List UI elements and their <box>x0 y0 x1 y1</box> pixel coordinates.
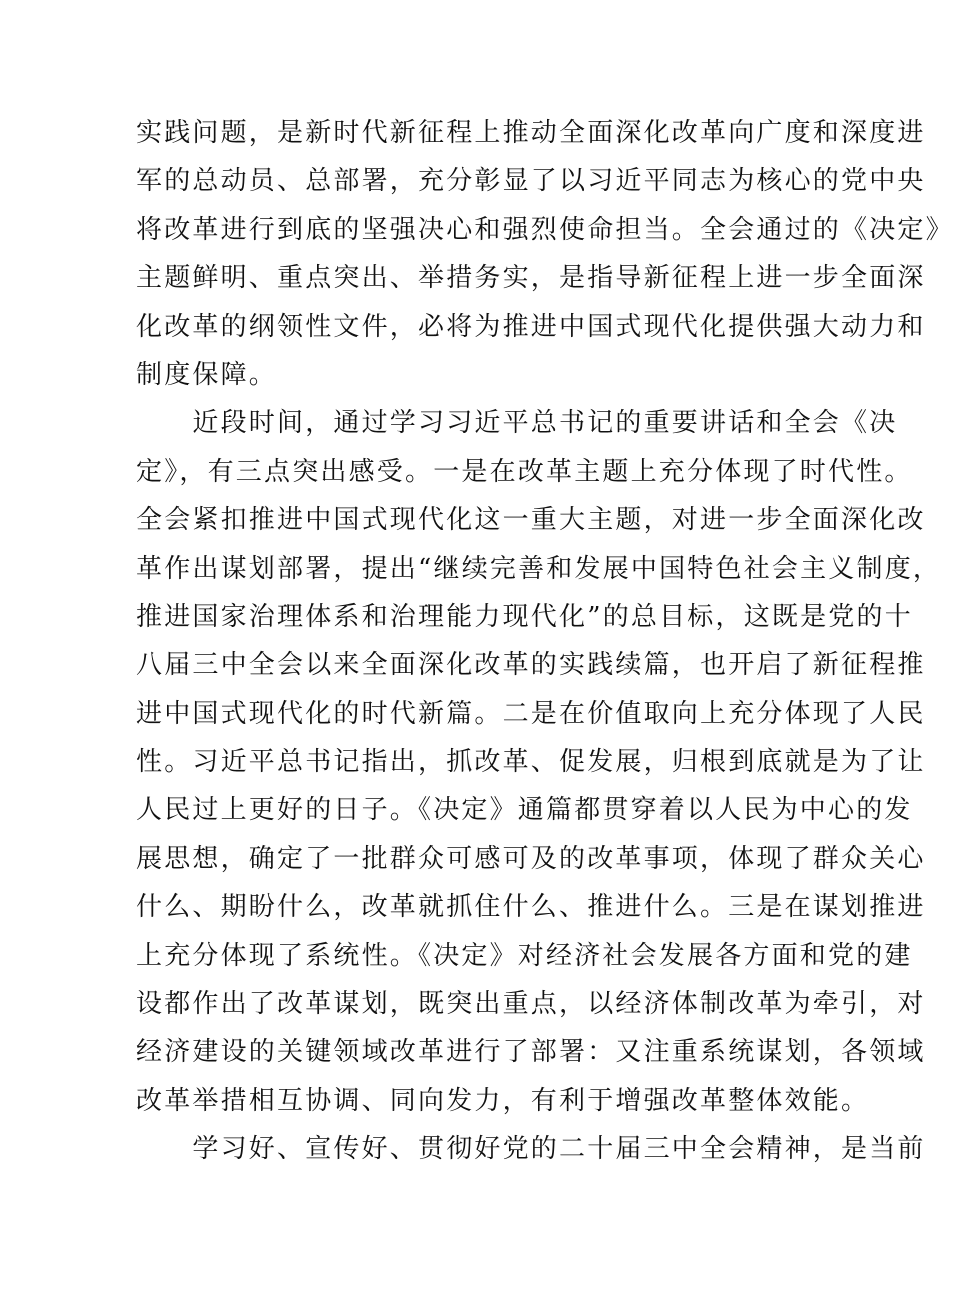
text-line: 性。习近平总书记指出，抓改革、促发展，归根到底就是为了让 <box>136 747 926 778</box>
text-line: 设都作出了改革谋划，既突出重点，以经济体制改革为牵引，对 <box>136 989 926 1020</box>
text-line: 人民过上更好的日子。《决定》通篇都贯穿着以人民为中心的发 <box>136 795 913 826</box>
text-line: 实践问题，是新时代新征程上推动全面深化改革向广度和深度进 <box>136 118 926 148</box>
text-line: 改革举措相互协调、同向发力，有利于增强改革整体效能。 <box>136 1085 870 1116</box>
text-line: 将改革进行到底的坚强决心和强烈使命担当。全会通过的《决定》 <box>136 214 954 245</box>
text-line: 推进国家治理体系和治理能力现代化”的总目标，这既是党的十 <box>136 601 913 632</box>
text-line: 进中国式现代化的时代新篇。二是在价值取向上充分体现了人民 <box>136 698 926 729</box>
text-line: 展思想，确定了一批群众可感可及的改革事项，体现了群众关心 <box>136 843 926 874</box>
document-body <box>136 109 954 1174</box>
text-line: 近段时间，通过学习习近平总书记的重要讲话和全会《决 <box>136 408 898 439</box>
text-line: 军的总动员、总部署，充分彰显了以习近平同志为核心的党中央 <box>136 166 926 197</box>
text-line: 八届三中全会以来全面深化改革的实践续篇，也开启了新征程推 <box>136 650 926 681</box>
text-line: 全会紧扣推进中国式现代化这一重大主题，对进一步全面深化改 <box>136 505 926 536</box>
text-line: 学习好、宣传好、贯彻好党的二十届三中全会精神，是当前 <box>136 1134 926 1165</box>
text-line: 经济建设的关键领域改革进行了部署：又注重系统谋划，各领域 <box>136 1037 926 1068</box>
text-line: 化改革的纲领性文件，必将为推进中国式现代化提供强大动力和 <box>136 311 926 342</box>
text-line: 主题鲜明、重点突出、举措务实，是指导新征程上进一步全面深 <box>136 263 926 294</box>
text-line: 定》，有三点突出感受。一是在改革主题上充分体现了时代性。 <box>136 456 913 487</box>
text-line: 革作出谋划部署，提出“继续完善和发展中国特色社会主义制度， <box>136 553 942 584</box>
text-line: 什么、期盼什么，改革就抓住什么、推进什么。三是在谋划推进 <box>136 892 926 923</box>
text-line: 制度保障。 <box>136 359 278 390</box>
text-line: 上充分体现了系统性。《决定》对经济社会发展各方面和党的建 <box>136 940 913 971</box>
